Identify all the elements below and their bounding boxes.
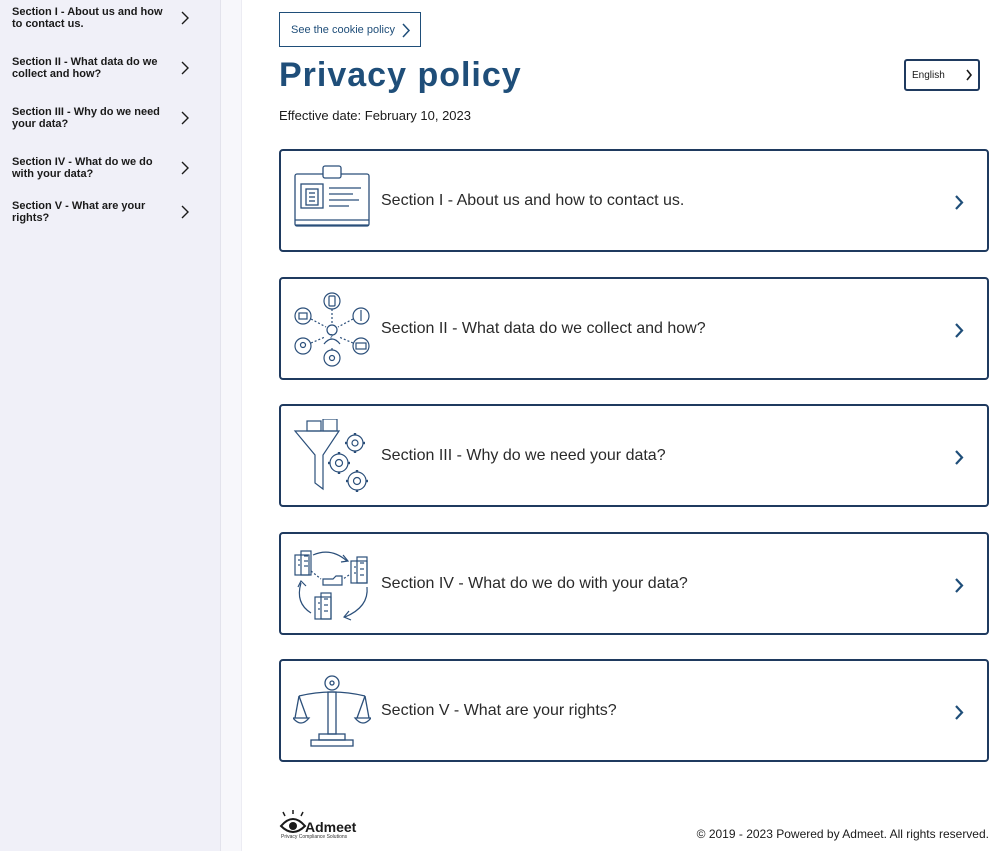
chevron-right-icon [180, 11, 190, 25]
chevron-right-icon [953, 577, 965, 594]
sidebar-gutter [221, 0, 242, 851]
id-card-icon [293, 164, 371, 240]
cookie-policy-label: See the cookie policy [291, 23, 395, 36]
chevron-right-icon [180, 161, 190, 175]
sidebar-item-label: Section V - What are your rights? [12, 200, 146, 224]
section-card-label: Section IV - What do we do with your data? [381, 574, 688, 592]
sidebar-item-label: Section I - About us and how to contact us. [12, 6, 163, 30]
copyright-text: © 2019 - 2023 Powered by Admeet. All rights reserved. [696, 827, 989, 841]
scales-of-justice-icon [293, 674, 371, 750]
sidebar-item-section-3[interactable] [12, 103, 190, 133]
sidebar-item-section-5[interactable] [12, 197, 190, 227]
sidebar-item-label: Section III - Why do we need your data? [12, 106, 160, 130]
chevron-right-icon [953, 704, 965, 721]
section-card-label: Section I - About us and how to contact us. [381, 191, 685, 209]
sidebar-item-section-2[interactable] [12, 53, 190, 83]
admeet-logo [279, 810, 359, 842]
section-card-4[interactable] [279, 532, 989, 635]
chevron-right-icon [953, 449, 965, 466]
sidebar-item-section-4[interactable] [12, 153, 190, 183]
funnel-gears-icon [293, 419, 371, 495]
section-card-3[interactable] [279, 404, 989, 507]
section-card-2[interactable] [279, 277, 989, 380]
sidebar-nav [0, 0, 221, 851]
sidebar-item-section-1[interactable] [12, 3, 190, 33]
effective-date: Effective date: February 10, 2023 [279, 108, 471, 123]
chevron-right-icon [180, 205, 190, 219]
section-card-label: Section III - Why do we need your data? [381, 446, 666, 464]
data-network-icon [293, 292, 371, 368]
chevron-right-icon [180, 111, 190, 125]
chevron-right-icon [180, 61, 190, 75]
chevron-right-icon [401, 23, 411, 38]
section-card-label: Section V - What are your rights? [381, 701, 617, 719]
language-value: English [912, 69, 945, 81]
logo-wordmark: Admeet [305, 819, 357, 835]
chevron-right-icon [953, 322, 965, 339]
sidebar-item-label: Section IV - What do we do with your data? [12, 156, 153, 180]
page-title: Privacy policy [279, 56, 522, 94]
section-card-1[interactable] [279, 149, 989, 252]
cookie-policy-button[interactable] [279, 12, 421, 47]
language-select[interactable] [904, 59, 980, 91]
chevron-right-icon [953, 194, 965, 211]
svg-text:?: ? [329, 333, 334, 342]
logo-tagline: Privacy Compliance Solutions [281, 834, 348, 840]
section-card-label: Section II - What data do we collect and how? [381, 319, 706, 337]
eye-logo-icon [279, 810, 307, 836]
sidebar-item-label: Section II - What data do we collect and how? [12, 56, 158, 80]
section-card-5[interactable] [279, 659, 989, 762]
chevron-right-icon [965, 69, 973, 81]
data-transfer-icon [293, 547, 371, 623]
